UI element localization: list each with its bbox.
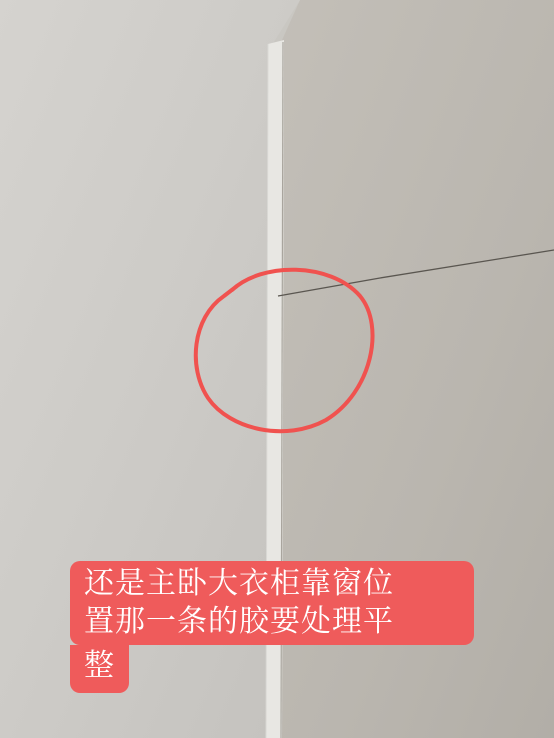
caption-box	[70, 561, 474, 683]
caption-line-2: 置那一条的胶要处理平	[84, 604, 394, 639]
caption-line-3-box	[70, 645, 129, 693]
caption-line-1: 还是主卧大衣柜靠窗位	[84, 566, 394, 601]
caption-main	[70, 561, 474, 645]
caption-line-3: 整	[84, 648, 115, 683]
